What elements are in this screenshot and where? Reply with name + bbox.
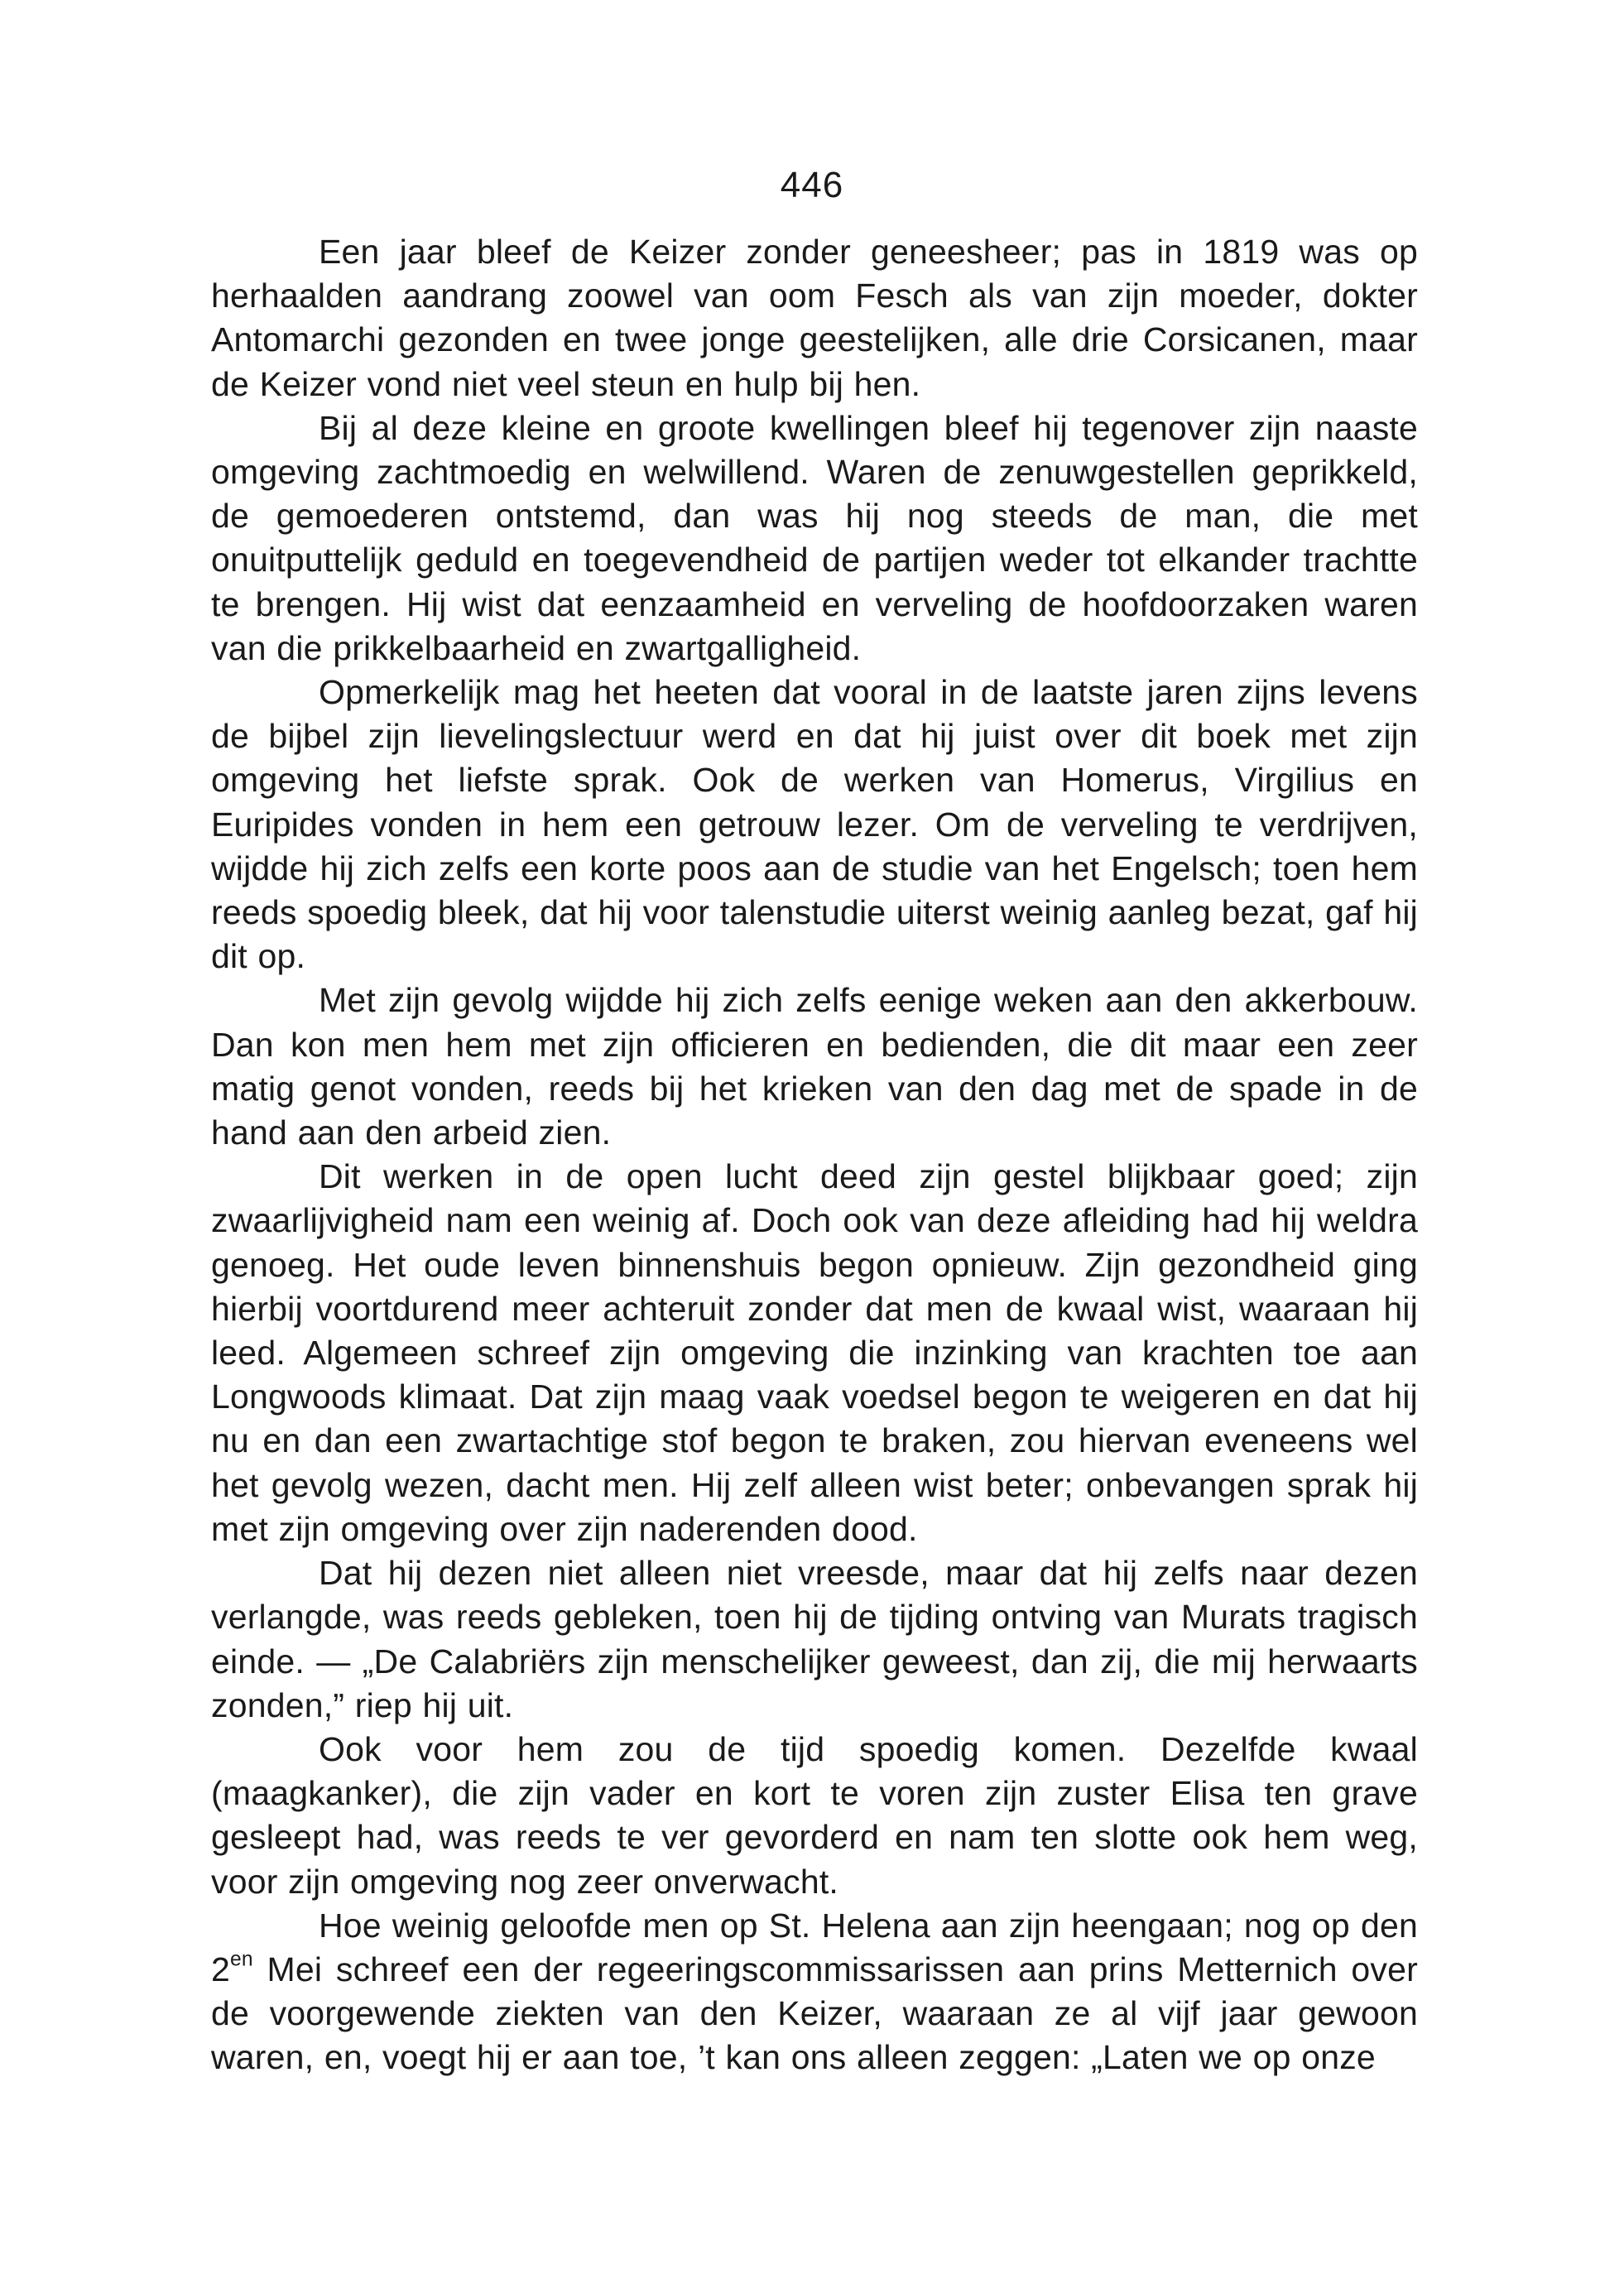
paragraph: Met zijn gevolg wijdde hij zich zelfs eenige weken aan den akkerbouw. Dan kon men hem met zijn officieren en bedienden, die dit maar een zeer matig genot vonden, reeds bij het krieken van den dag met de spade in de hand aan den arbeid zien.: [211, 981, 1418, 1152]
paragraph: Dat hij dezen niet alleen niet vreesde, maar dat hij zelfs naar dezen verlangde, was reeds gebleken, toen hij de tijding ontving van Murats tragisch einde. — „De Calabriërs zijn menschelijker geweest, dan zij, die mij herwaarts zonden,” riep hij uit.: [211, 1554, 1418, 1724]
paragraph: Een jaar bleef de Keizer zonder geneesheer; pas in 1819 was op herhaalden aandrang zoowel van oom Fesch als van zijn moeder, dokter Antomarchi gezonden en twee jonge geestelijken, alle drie Corsicanen, maar de Keizer vond niet veel steun en hulp bij hen.: [211, 233, 1418, 403]
body-text: [211, 230, 1418, 2080]
paragraph-text: Hoe weinig geloofde men op St. Helena aan zijn heengaan; nog op den 2: [211, 1906, 1418, 1988]
paragraph-last: [211, 1904, 1418, 2080]
paragraph: Opmerkelijk mag het heeten dat vooral in de laatste jaren zijns levens de bijbel zijn lievelingslectuur werd en dat hij juist over dit boek met zijn omgeving het liefste sprak. Ook de werken van Homerus, Virgilius en Euripides vonden in hem een getrouw lezer. Om de verveling te verdrijven, wijdde hij zich zelfs een korte poos aan de studie van het Engelsch; toen hem reeds spoedig bleek, dat hij voor talenstudie uiterst weinig aanleg bezat, gaf hij dit op.: [211, 673, 1418, 976]
superscript: en: [230, 1948, 253, 1971]
page-number: 446: [780, 165, 844, 205]
paragraph: Ook voor hem zou de tijd spoedig komen. Dezelfde kwaal (maagkanker), die zijn vader en kort te voren zijn zuster Elisa ten grave gesleept had, was reeds te ver gevorderd en nam ten slotte ook hem weg, voor zijn omgeving nog zeer onverwacht.: [211, 1729, 1418, 1901]
paragraph: Bij al deze kleine en groote kwellingen bleef hij tegenover zijn naaste omgeving zachtmoedig en welwillend. Waren de zenuwgestellen geprikkeld, de gemoederen ontstemd, dan was hij nog steeds de man, die met onuitputtelijk geduld en toegevendheid de partijen weder tot elkander trachtte te brengen. Hij wist dat eenzaamheid en verveling de hoofdoorzaken waren van die prikkelbaarheid en zwartgalligheid.: [211, 408, 1418, 667]
paragraph-text: Mei schreef een der regeeringscommissarissen aan prins Metternich over de voorgewende ziekten van den Keizer, waaraan ze al vijf jaar gewoon waren, en, voegt hij er aan toe, ’t kan ons alleen zeggen: „Laten we op onze: [211, 1950, 1418, 2077]
paragraph: Dit werken in de open lucht deed zijn gestel blijkbaar goed; zijn zwaarlijvigheid nam een weinig af. Doch ook van deze afleiding had hij weldra genoeg. Het oude leven binnenshuis begon opnieuw. Zijn gezondheid ging hierbij voortdurend meer achteruit zonder dat men de kwaal wist, waaraan hij leed. Algemeen schreef zijn omgeving die inzinking van krachten toe aan Longwoods klimaat. Dat zijn maag vaak voedsel begon te weigeren en dat hij nu en dan een zwartachtige stof begon te braken, zou hiervan eveneens wel het gevolg wezen, dacht men. Hij zelf alleen wist beter; onbevangen sprak hij met zijn omgeving over zijn naderenden dood.: [211, 1157, 1418, 1548]
